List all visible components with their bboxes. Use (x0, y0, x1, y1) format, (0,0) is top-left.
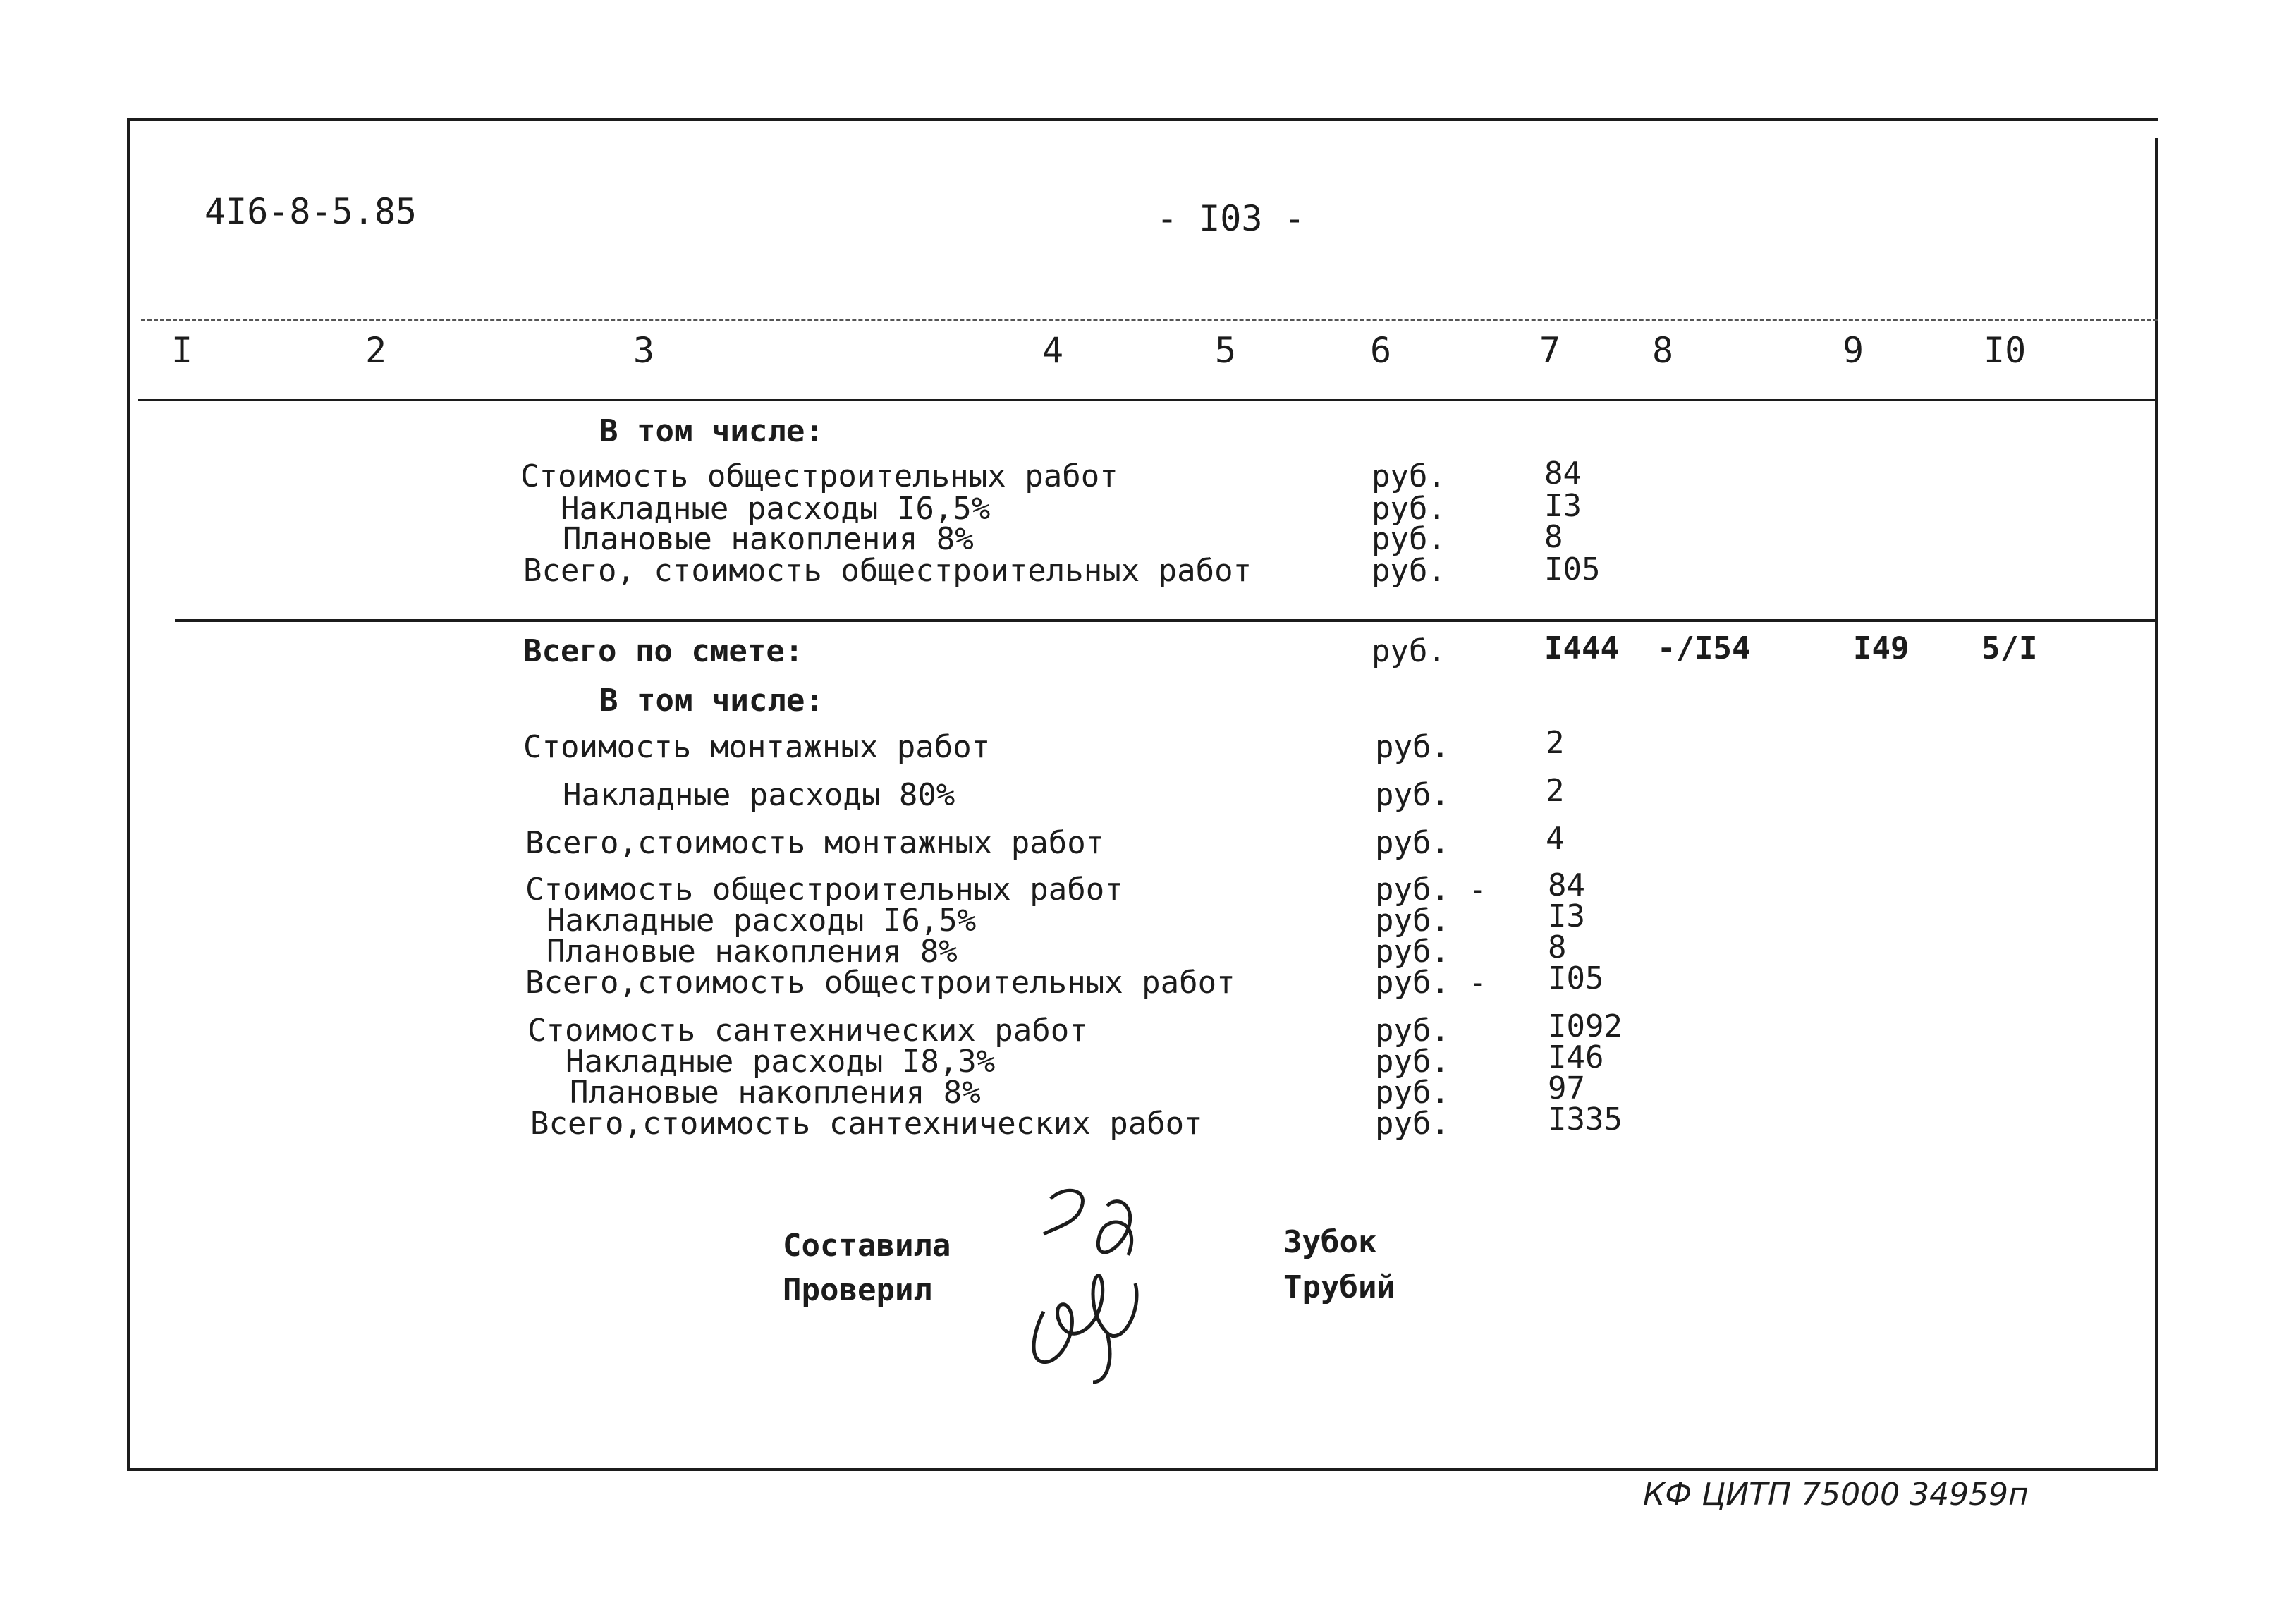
s1-subheading: В том числе: (599, 413, 824, 449)
plumbing-unit: руб. (1375, 1044, 1450, 1080)
signature-mark (1001, 1171, 1185, 1396)
plumbing-label: Накладные расходы I8,3% (566, 1044, 996, 1080)
compiled-name: Зубок (1283, 1224, 1377, 1260)
montage-unit: руб. (1375, 729, 1450, 765)
col-9: 9 (1843, 330, 1864, 371)
s1-value: I3 (1544, 488, 1582, 524)
general-value: I05 (1548, 960, 1604, 996)
general-value: 8 (1548, 929, 1567, 965)
s1-value: 8 (1544, 519, 1563, 555)
plumbing-label: Всего,стоимость сантехнических работ (530, 1106, 1203, 1142)
total-subheading: В том числе: (599, 683, 824, 719)
page-number: - I03 - (1156, 198, 1305, 239)
general-label: Стоимость общестроительных работ (525, 872, 1123, 908)
frame-right (2155, 138, 2158, 1470)
plumbing-label: Плановые накопления 8% (570, 1075, 981, 1111)
s1-label: Плановые накопления 8% (563, 521, 974, 557)
plumbing-value: 97 (1548, 1070, 1585, 1106)
header-divider (141, 319, 2158, 321)
col-2: 2 (365, 330, 387, 371)
col-3: 3 (633, 330, 655, 371)
montage-value: 4 (1546, 821, 1565, 857)
general-unit: руб. - (1375, 965, 1487, 1001)
montage-value: 2 (1546, 773, 1565, 809)
s1-value: I05 (1544, 551, 1601, 587)
general-unit: руб. - (1375, 872, 1487, 908)
s1-label: Накладные расходы I6,5% (561, 491, 991, 527)
total-unit: руб. (1371, 633, 1446, 669)
general-value: I3 (1548, 898, 1585, 934)
s1-value: 84 (1544, 456, 1582, 492)
col-5: 5 (1215, 330, 1237, 371)
s1-unit: руб. (1371, 521, 1446, 557)
plumbing-value: I335 (1548, 1101, 1623, 1137)
montage-value: 2 (1546, 725, 1565, 761)
compiled-label: Составила (783, 1228, 951, 1264)
plumbing-label: Стоимость сантехнических работ (527, 1013, 1088, 1049)
total-value-9: I49 (1853, 630, 1910, 666)
checked-name: Трубий (1283, 1269, 1395, 1305)
col-8: 8 (1652, 330, 1674, 371)
total-value-8: -/I54 (1657, 630, 1751, 666)
plumbing-unit: руб. (1375, 1106, 1450, 1142)
s1-label: Всего, стоимость общестроительных работ (523, 553, 1252, 589)
plumbing-value: I092 (1548, 1008, 1623, 1044)
col-7: 7 (1539, 330, 1561, 371)
montage-label: Стоимость монтажных работ (523, 729, 991, 765)
general-value: 84 (1548, 867, 1585, 903)
s1-unit: руб. (1371, 458, 1446, 494)
plumbing-unit: руб. (1375, 1075, 1450, 1111)
montage-unit: руб. (1375, 825, 1450, 861)
doc-code: 4I6-8-5.85 (204, 191, 417, 232)
col-4: 4 (1042, 330, 1064, 371)
plumbing-unit: руб. (1375, 1013, 1450, 1049)
footer-code: КФ ЦИТП 75000 34959п (1643, 1477, 2029, 1513)
montage-unit: руб. (1375, 777, 1450, 813)
montage-label: Накладные расходы 80% (563, 777, 955, 813)
s1-unit: руб. (1371, 553, 1446, 589)
plumbing-value: I46 (1548, 1039, 1604, 1075)
general-unit: руб. (1375, 903, 1450, 939)
general-label: Всего,стоимость общестроительных работ (525, 965, 1235, 1001)
columns-divider (138, 399, 2158, 401)
general-unit: руб. (1375, 934, 1450, 970)
section-divider (175, 619, 2158, 622)
frame-top (127, 118, 2158, 121)
col-1: I (171, 330, 193, 371)
frame-bottom (127, 1468, 2158, 1471)
frame-left (127, 118, 130, 1470)
checked-label: Проверил (783, 1272, 932, 1308)
total-value-7: I444 (1544, 630, 1619, 666)
general-label: Накладные расходы I6,5% (546, 903, 977, 939)
total-label: Всего по смете: (523, 633, 804, 669)
s1-unit: руб. (1371, 491, 1446, 527)
s1-label: Стоимость общестроительных работ (520, 458, 1118, 494)
montage-label: Всего,стоимость монтажных работ (525, 825, 1105, 861)
general-label: Плановые накопления 8% (546, 934, 958, 970)
total-value-10: 5/I (1981, 630, 2038, 666)
col-6: 6 (1370, 330, 1392, 371)
col-10: I0 (1984, 330, 2027, 371)
